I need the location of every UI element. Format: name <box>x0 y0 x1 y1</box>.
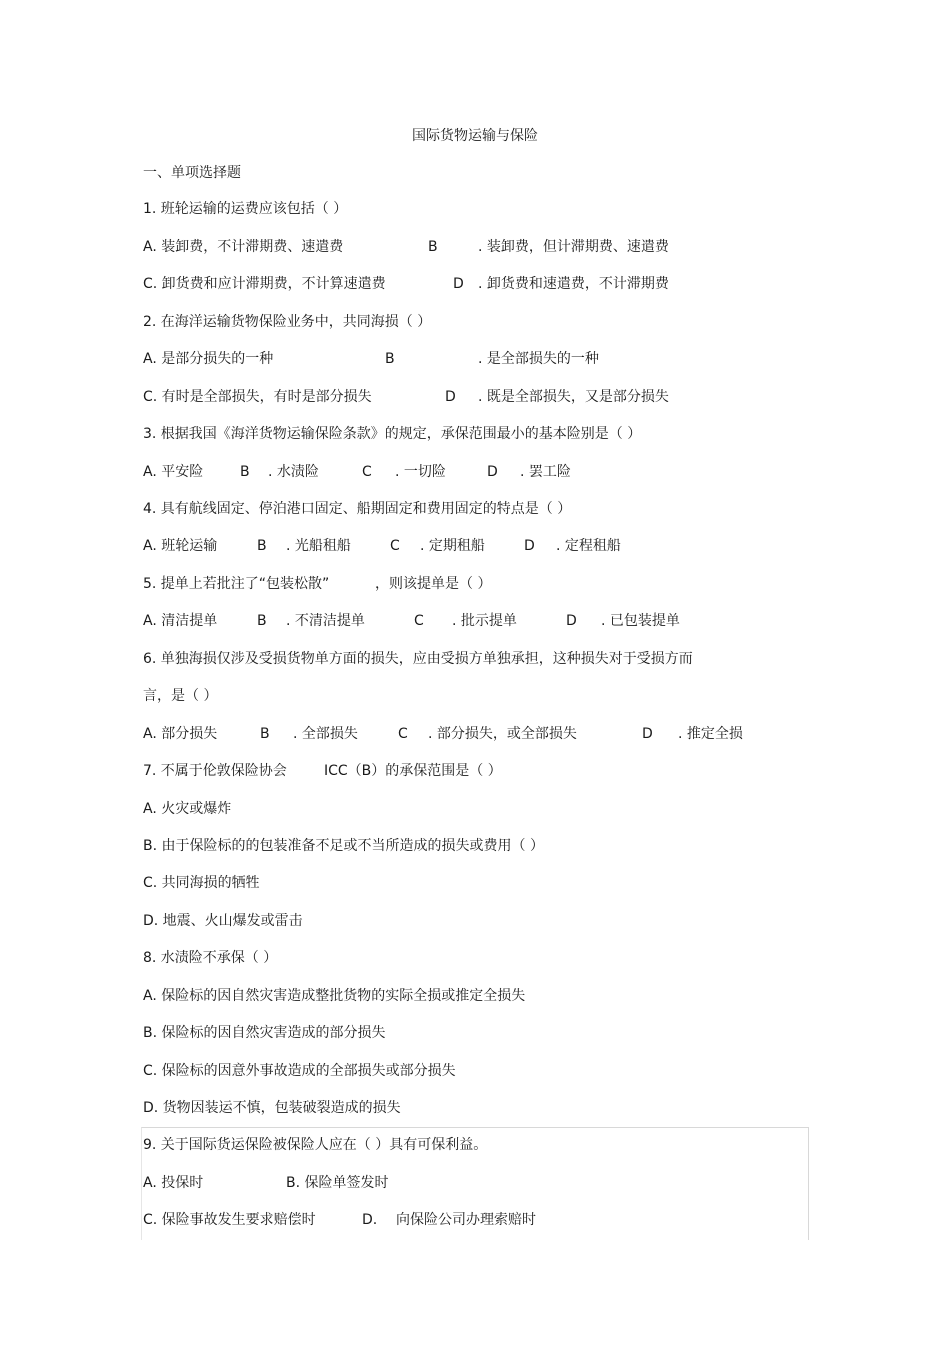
option-d-letter: D <box>487 464 498 480</box>
option-b-text: . 装卸费，但计滞期费、速遣费 <box>478 239 669 255</box>
option-d-letter: D <box>524 538 535 554</box>
option-b: B. 保险单签发时 <box>286 1175 389 1191</box>
option-d-letter: D <box>642 726 653 742</box>
option-c-text: . 批示提单 <box>452 613 517 629</box>
option-c-letter: C <box>398 726 408 742</box>
option-b-text: . 不清洁提单 <box>286 613 365 629</box>
option-d-letter: D <box>566 613 577 629</box>
option-b-letter: B <box>260 726 270 742</box>
option-b-text: . 水渍险 <box>268 464 319 480</box>
document-title: 国际货物运输与保险 <box>412 128 538 144</box>
option-d-text: . 卸货费和速遣费，不计滞期费 <box>478 276 669 292</box>
option-b-letter: B <box>428 239 438 255</box>
option-b-letter: B <box>257 613 267 629</box>
option-d-text: . 推定全损 <box>678 726 743 742</box>
option-c-text: . 定期租船 <box>420 538 485 554</box>
option-b-text: . 是全部损失的一种 <box>478 351 599 367</box>
option-a: A. 装卸费，不计滞期费、速遣费 <box>143 239 344 255</box>
option-d-text: . 既是全部损失，又是部分损失 <box>478 389 669 405</box>
option-b-text: . 光船租船 <box>286 538 351 554</box>
option-d-letter: D <box>453 276 464 292</box>
option-b-letter: B <box>385 351 395 367</box>
option-c: C. 保险事故发生要求赔偿时 <box>143 1212 316 1228</box>
option-d-letter: D. <box>362 1212 378 1228</box>
option-c-text: . 部分损失，或全部损失 <box>428 726 577 742</box>
option-c: C. 卸货费和应计滞期费，不计算速遣费 <box>143 276 386 292</box>
option-b-letter: B <box>240 464 250 480</box>
option-d-text: . 定程租船 <box>556 538 621 554</box>
option-b-letter: B <box>257 538 267 554</box>
option-c-text: . 一切险 <box>395 464 446 480</box>
option-d-letter: D <box>445 389 456 405</box>
option-d-text: 向保险公司办理索赔时 <box>396 1212 536 1228</box>
option-a: A. 投保时 <box>143 1175 204 1191</box>
option-a: A. 平安险 <box>143 464 204 480</box>
option-d-text: . 已包装提单 <box>601 613 680 629</box>
option-b-text: . 全部损失 <box>293 726 358 742</box>
option-c-letter: C <box>414 613 424 629</box>
option-a: A. 清洁提单 <box>143 613 218 629</box>
option-c-letter: C <box>362 464 372 480</box>
option-a: A. 班轮运输 <box>143 538 218 554</box>
option-c-letter: C <box>390 538 400 554</box>
option-c: C. 有时是全部损失，有时是部分损失 <box>143 389 372 405</box>
option-a: A. 是部分损失的一种 <box>143 351 274 367</box>
option-a: A. 部分损失 <box>143 726 218 742</box>
document-page: 国际货物运输与保险 一、单项选择题 1. 班轮运输的运费应该包括（ ） A. 装卸费，不计滞期费、速遣费 B . 装卸费，但计滞期费、速遣费 C. 卸货费和应计滞期费，不计算速遣费 D . 卸货费和速遣费，不计滞期费 2. 在海洋运输货物保险业务中，共同海损（ ） A. 是部分损失的一种 B . 是全部损失的一种 C. 有时是全部损失，有时是部分损失 D . 既是全部损失，又是部分损失 3. 根据我国《海洋货物运输保险条款》的规定，承保范围最小的基本险别是（ ） A. 平安险 B . 水渍险 C . 一切险 D . 罢工险 4. 具有航线固定、停泊港口固定、船期固定和费用固定的特点是（ ） A. 班轮运输 B . 光船租船 C . 定期租船 D . 定程租船 5. 提单上若批注了“包装松散” ，则该提单是（ ） A. 清洁提单 B . 不清洁提单 C . 批示提单 D . 已包装提单 6. 单独海损仅涉及受损货物单方面的损失，应由受损方单独承担，这种损失对于受损方而 言，是（ ） A. 部分损失 B . 全部损失 C . 部分损失，或全部损失 D . 推定全损 7. 不属于伦敦保险协会 ICC（B）的承保范围是（ ） A. 火灾或爆炸 B. 由于保险标的的包装准备不足或不当所造成的损失或费用（ ） C. 共同海损的牺牲 D. 地震、火山爆发或雷击 8. 水渍险不承保（ ） A. 保险标的因自然灾害造成整批货物的实际全损或推定全损失 B. 保险标的因自然灾害造成的部分损失 C. 保险标的因意外事故造成的全部损失或部分损失 D. 货物因装运不慎，包装破裂造成的损失 9. 关于国际货运保险被保险人应在（ ）具有可保利益。 A. 投保时 B. 保险单签发时 C. 保险事故发生要求赔偿时 D. 向保险公司办理索赔时 <box>0 0 950 1345</box>
option-d-text: . 罢工险 <box>520 464 571 480</box>
